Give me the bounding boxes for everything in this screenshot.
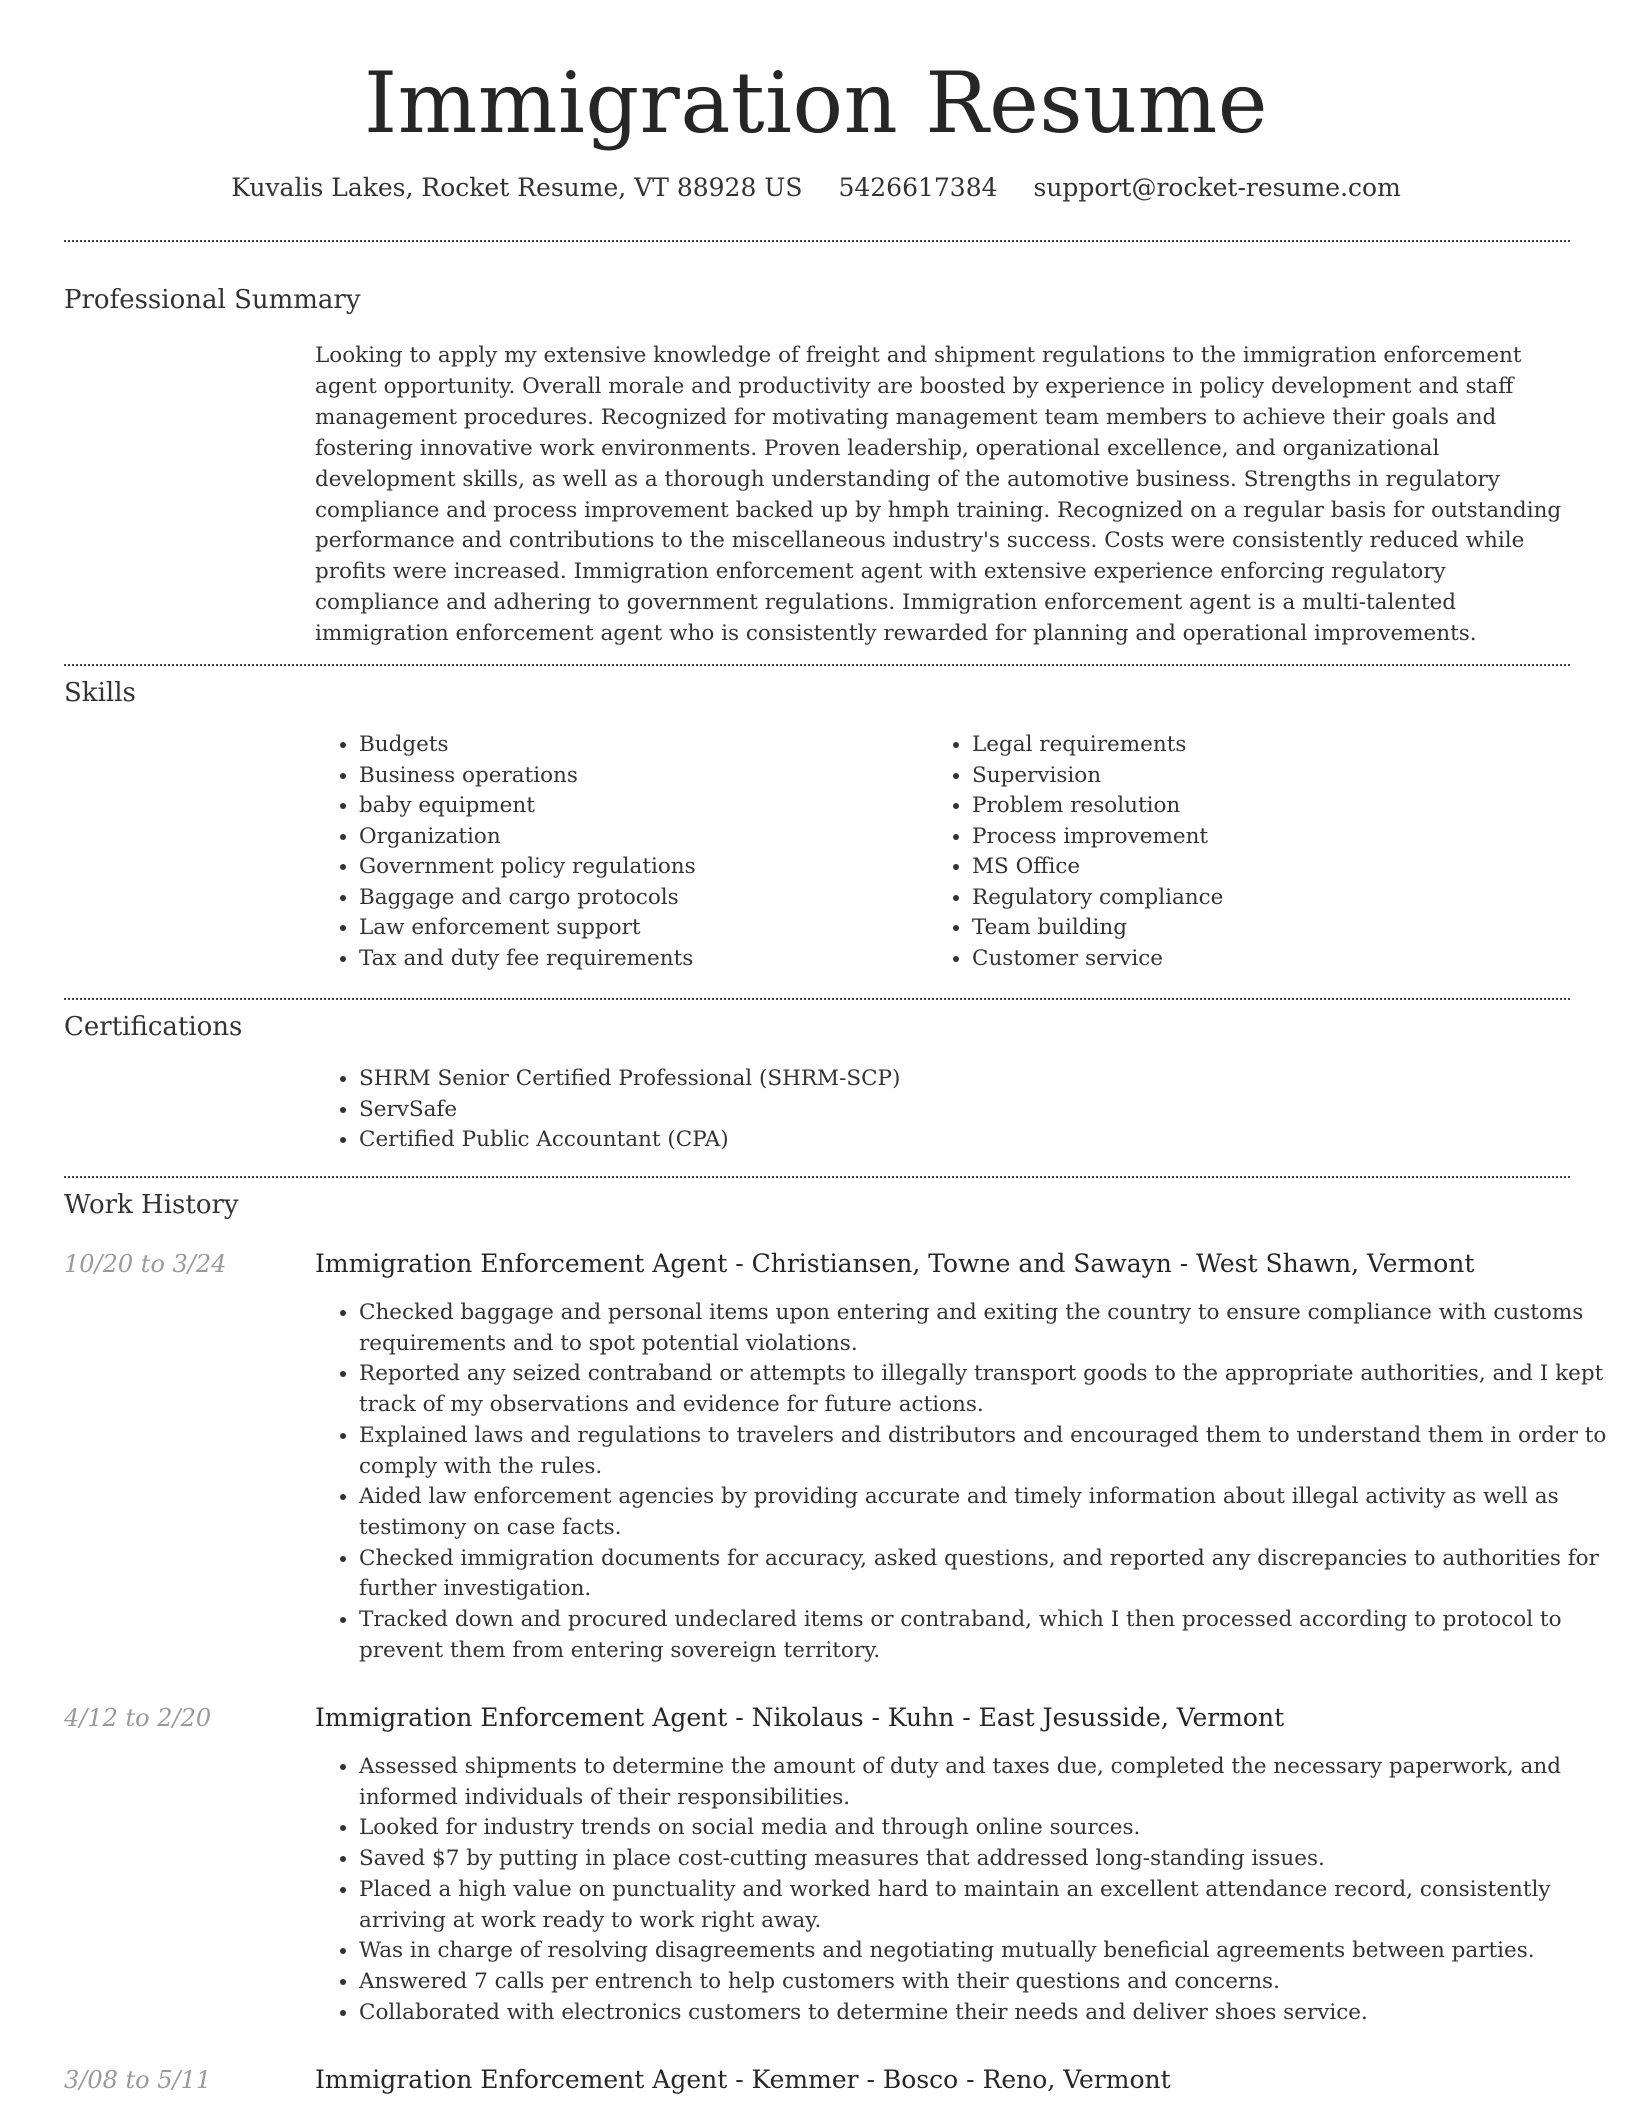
duty-item: • Checked baggage and personal items upon entering and exiting the country to ensure compliance with customs requirements and to spot potential violations. [359,1298,1614,1359]
duty-item: • Assessed shipments to determine the amount of duty and taxes due, completed the necessary paperwork, and informed individuals of their responsibilities. [359,1752,1614,1813]
summary-text: Looking to apply my extensive knowledge of freight and shipment regulations to the immigration enforcement agent opportunity. Overall morale and productivity are boosted by experience in policy development and staff management procedures. Recognized for motivating management team members to achieve their goals and fostering innovative work environments. Proven leadership, operational excellence, and organizational development skills, as well as a thorough understanding of the automotive business. Strengths in regulatory compliance and process improvement backed up by hmph training. Recognized on a regular basis for outstanding performance and contributions to the miscellaneous industry's success. Costs were consistently reduced while profits were increased. Immigration enforcement agent with extensive experience enforcing regulatory compliance and adhering to government regulations. Immigration enforcement agent is a multi-talented immigration enforcement agent who is consistently rewarded for planning and operational improvements. [315,343,1562,647]
job-dates: 3/08 to 5/11 [64,2066,212,2094]
skill-item: • Baggage and cargo protocols [359,883,919,914]
section-divider [64,240,1570,242]
certification-item: • ServSafe [359,1095,1559,1126]
section-divider [64,998,1570,1000]
skill-item: • Problem resolution [972,791,1572,822]
skill-item: • MS Office [972,852,1572,883]
duty-item: • Answered 7 calls per entrench to help customers with their questions and concerns. [359,1967,1614,1998]
work-history-heading: Work History [64,1190,239,1220]
skill-item: • Process improvement [972,822,1572,853]
skill-item: • Legal requirements [972,730,1572,761]
duty-item: • Collaborated with electronics customers to determine their needs and deliver shoes service. [359,1998,1614,2029]
duty-item: • Explained laws and regulations to travelers and distributors and encouraged them to understand them in order to comply with the rules. [359,1421,1614,1482]
contact-phone: 5426617384 [838,173,998,202]
certification-item: • SHRM Senior Certified Professional (SHRM-SCP) [359,1064,1559,1095]
certifications-list [315,1064,1559,1156]
contact-email: support@rocket-resume.com [1033,173,1401,202]
duty-item: • Was in charge of resolving disagreements and negotiating mutually beneficial agreements between parties. [359,1936,1614,1967]
duty-item: • Tracked down and procured undeclared items or contraband, which I then processed according to protocol to prevent them from entering sovereign territory. [359,1605,1614,1666]
summary-heading: Professional Summary [64,285,361,315]
skills-list-left [315,730,919,974]
contact-line [0,168,1632,208]
duty-item: • Placed a high value on punctuality and worked hard to maintain an excellent attendance record, consistently arriving at work ready to work right away. [359,1875,1614,1936]
skill-item: • Business operations [359,761,919,792]
job-title: Immigration Enforcement Agent - Kemmer - Bosco - Reno, Vermont [315,2065,1171,2094]
duty-item: • Reported any seized contraband or attempts to illegally transport goods to the appropriate authorities, and I kept track of my observations and evidence for future actions. [359,1359,1614,1420]
section-divider [64,664,1570,666]
job-title: Immigration Enforcement Agent - Christiansen, Towne and Sawayn - West Shawn, Vermont [315,1249,1475,1278]
skill-item: • Law enforcement support [359,913,919,944]
skill-item: • Organization [359,822,919,853]
duty-item: • Saved $7 by putting in place cost-cutting measures that addressed long-standing issues. [359,1844,1614,1875]
section-divider [64,1176,1570,1178]
job-dates: 10/20 to 3/24 [64,1250,227,1278]
skill-item: • Team building [972,913,1572,944]
skill-item: • baby equipment [359,791,919,822]
skill-item: • Budgets [359,730,919,761]
certifications-heading: Certifications [64,1012,243,1042]
job-duties [315,1752,1614,2028]
job-duties [315,1298,1614,1666]
skills-heading: Skills [64,678,136,708]
duty-item: • Checked immigration documents for accuracy, asked questions, and reported any discrepancies to authorities for further investigation. [359,1544,1614,1605]
job-title: Immigration Enforcement Agent - Nikolaus - Kuhn - East Jesusside, Vermont [315,1703,1285,1732]
duty-item: • Aided law enforcement agencies by providing accurate and timely information about illegal activity as well as testimony on case facts. [359,1482,1614,1543]
job-dates: 4/12 to 2/20 [64,1704,212,1732]
skill-item: • Tax and duty fee requirements [359,944,919,975]
skill-item: • Customer service [972,944,1572,975]
certification-item: • Certified Public Accountant (CPA) [359,1125,1559,1156]
contact-address: Kuvalis Lakes, Rocket Resume, VT 88928 US [231,173,803,202]
duty-item: • Looked for industry trends on social media and through online sources. [359,1813,1614,1844]
skills-list-right [928,730,1572,974]
skill-item: • Regulatory compliance [972,883,1572,914]
resume-title: Immigration Resume [364,54,1268,152]
skill-item: • Government policy regulations [359,852,919,883]
skill-item: • Supervision [972,761,1572,792]
